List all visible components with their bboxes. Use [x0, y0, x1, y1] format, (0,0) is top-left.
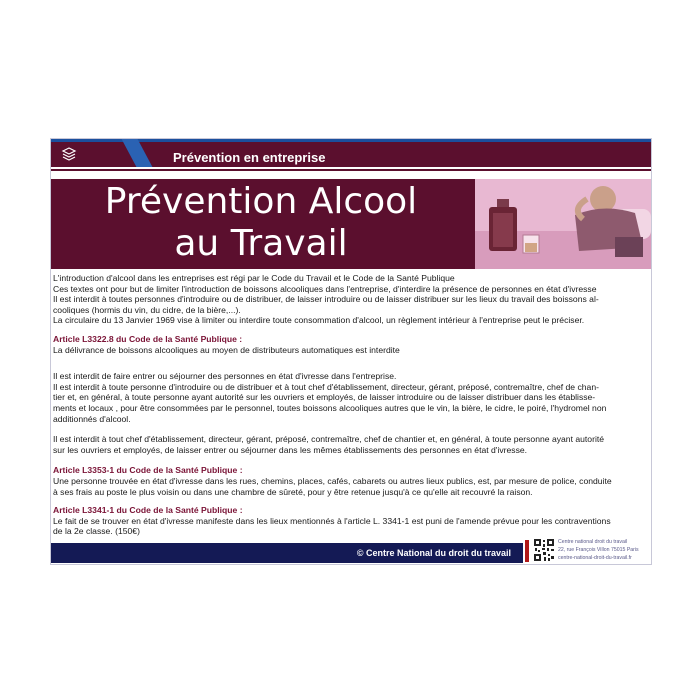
body-paragraph: Il est interdit de faire entrer ou séjourner des personnes en état d'ivresse dans l'entreprise. Il est interdit à toute personne d'introduire ou de distribuer et à tout chef d'établissement, directeur, gérant, préposé, contremaître, chef de chan- tier et, en général, à toute personne ayant autorité sur les ouvriers et employés, de laisser introduire ou de laisser distribuer dans les établisse- ments et locaux , pour être consommées par le personnel, toutes boissons alcooliques autres que le vin, la bière, le cidre, le poiré, l'hydromel non additionnés d'alcool.: [53, 371, 607, 424]
contact-line: Centre national droit du travail: [558, 539, 628, 545]
section-label: Prévention en entreprise: [173, 150, 326, 165]
blue-diagonal-stripe: [122, 139, 153, 167]
article-heading: Article L3341-1 du Code de la Santé Publique :: [53, 505, 243, 516]
article-text: La délivrance de boissons alcooliques au moyen de distributeurs automatiques est interdite: [53, 344, 400, 355]
drunk-man-photo: [475, 179, 651, 269]
article-heading: Article L3353-1 du Code de la Santé Publique :: [53, 465, 243, 476]
contact-line: 22, rue François Villon 75015 Paris: [558, 547, 639, 553]
intro-paragraph: L'introduction d'alcool dans les entreprises est régi par le Code du Travail et le Code de la Santé Publique Ces textes ont pour but de limiter l'introduction de boissons alcooliques dans l'entreprise, d'interdire la présence de personnes en état d'ivresse Il est interdit à toutes personnes d'introduire ou de distribuer, de laisser introduire ou de laisser distribuer sur les lieux du travail des boissons al- cooliques (hormis du vin, du cidre, de la bière,...). La circulaire du 13 Janvier 1969 vise à limiter ou interdire toute consommation d'alcool, un règlement intérieur à l'entreprise peut le préciser.: [53, 273, 599, 326]
page-title: [51, 181, 471, 265]
divider: [51, 169, 651, 171]
qr-code: [533, 538, 555, 562]
red-accent-bar: [525, 540, 529, 562]
poster: [50, 138, 652, 565]
copyright-text: © Centre National du droit du travail: [356, 548, 511, 558]
contact-info: [558, 538, 652, 562]
title-banner: [51, 179, 651, 269]
layers-icon: [61, 146, 77, 162]
top-banner: [51, 139, 651, 167]
article-heading: Article L3322.8 du Code de la Santé Publique :: [53, 333, 243, 344]
title-line-2: au Travail: [174, 223, 348, 264]
article-text: Une personne trouvée en état d'ivresse dans les rues, chemins, places, cafés, cabarets ou autres lieux publics, est, par mesure de police, conduite à ses frais au poste le plus voisin ou dans une chambre de sûreté, pour y être retenue jusqu'à ce qu'elle ait recouvré la raison.: [53, 475, 612, 497]
footer-bar: [51, 543, 523, 563]
main-text: [53, 273, 647, 537]
contact-line: centre-national-droit-du-travail.fr: [558, 555, 632, 561]
article-text: Le fait de se trouver en état d'ivresse manifeste dans les lieux mentionnés à l'article L. 3341-1 est puni de l'amende prévue pour les contraventions de la 2e classe. (150€): [53, 515, 611, 537]
title-line-1: Prévention Alcool: [104, 181, 418, 222]
body-paragraph: Il est interdit à tout chef d'établissement, directeur, gérant, préposé, contremaître, chef de chantier et, en général, à toute personne ayant autorité sur les ouvriers et employés, de laisser entrer ou séjourner dans les mêmes établissements des personnes en état d'ivresse.: [53, 434, 605, 455]
blue-accent-bar: [51, 139, 651, 142]
